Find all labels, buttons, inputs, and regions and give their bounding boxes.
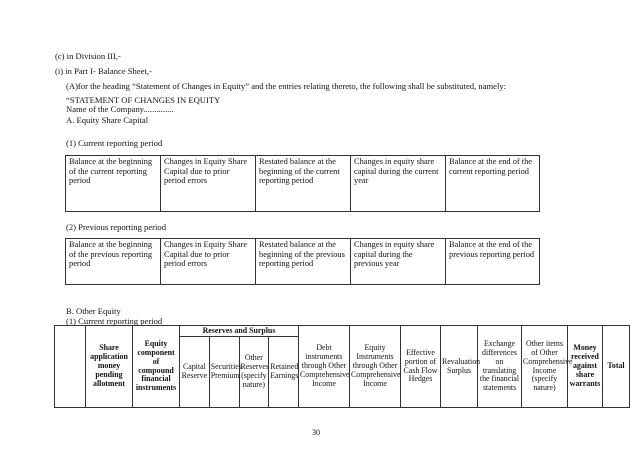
securities-premium-header: Securities Premium xyxy=(209,337,239,408)
part-heading: (i) in Part I- Balance Sheet,- xyxy=(55,66,152,76)
other-equity-table xyxy=(54,325,630,408)
table-cell: Changes in equity share capital during the previous year xyxy=(351,239,446,285)
equity-share-capital-current-table xyxy=(65,155,540,212)
table-cell: Balance at the beginning of the previous reporting period xyxy=(66,239,161,285)
retained-earnings-header: Retained Earnings xyxy=(269,337,299,408)
effective-portion-header: Effective portion of Cash Flow Hedges xyxy=(401,326,441,408)
equity-share-capital-previous-table xyxy=(65,238,540,285)
table-cell: Changes in Equity Share Capital due to prior period errors xyxy=(161,239,256,285)
equity-instruments-header: Equity Instruments through Other Comprehensive Income xyxy=(350,326,401,408)
money-received-header: Money received against share warrants xyxy=(568,326,603,408)
exchange-differences-header: Exchange differences on translating the financial statements xyxy=(478,326,522,408)
capital-reserve-header: Capital Reserve xyxy=(180,337,210,408)
reserves-surplus-header: Reserves and Surplus xyxy=(180,326,299,337)
company-name-line: Name of the Company.............. xyxy=(66,104,174,114)
section-a-heading: A. Equity Share Capital xyxy=(66,115,149,125)
previous-period-label: (2) Previous reporting period xyxy=(66,222,166,232)
revaluation-surplus-header: Revaluation Surplus xyxy=(441,326,478,408)
table-cell: Balance at the beginning of the current reporting period xyxy=(66,156,161,212)
share-application-header: Share application money pending allotment xyxy=(86,326,133,408)
table-cell: Restated balance at the beginning of the previous reporting period xyxy=(256,239,351,285)
equity-component-header: Equity component of compound financial instruments xyxy=(133,326,180,408)
table-cell: Changes in equity share capital during the current year xyxy=(351,156,446,212)
table-cell: Restated balance at the beginning of the current reporting period xyxy=(256,156,351,212)
total-header: Total xyxy=(603,326,630,408)
other-items-header: Other items of Other Comprehensive Income (specify nature) xyxy=(522,326,568,408)
section-b-heading: B. Other Equity xyxy=(66,306,121,316)
statement-title: “STATEMENT OF CHANGES IN EQUITY xyxy=(66,95,221,105)
table-cell: Balance at the end of the current reporting period xyxy=(446,156,540,212)
debt-instruments-header: Debt instruments through Other Comprehensive Income xyxy=(299,326,350,408)
division-heading: (c) in Division III,- xyxy=(55,51,121,61)
other-reserves-header: Other Reserves (specify nature) xyxy=(239,337,269,408)
blank-header-cell xyxy=(55,326,86,408)
other-equity-current-label: (1) Current reporting period xyxy=(66,316,163,326)
table-cell: Changes in Equity Share Capital due to prior period errors xyxy=(161,156,256,212)
page-number: 30 xyxy=(312,428,320,437)
substitution-instruction: (A)for the heading “Statement of Changes in Equity” and the entries relating thereto, the following shall be substituted, namely: xyxy=(66,81,507,91)
current-period-label: (1) Current reporting period xyxy=(66,138,163,148)
table-cell: Balance at the end of the previous reporting period xyxy=(446,239,540,285)
